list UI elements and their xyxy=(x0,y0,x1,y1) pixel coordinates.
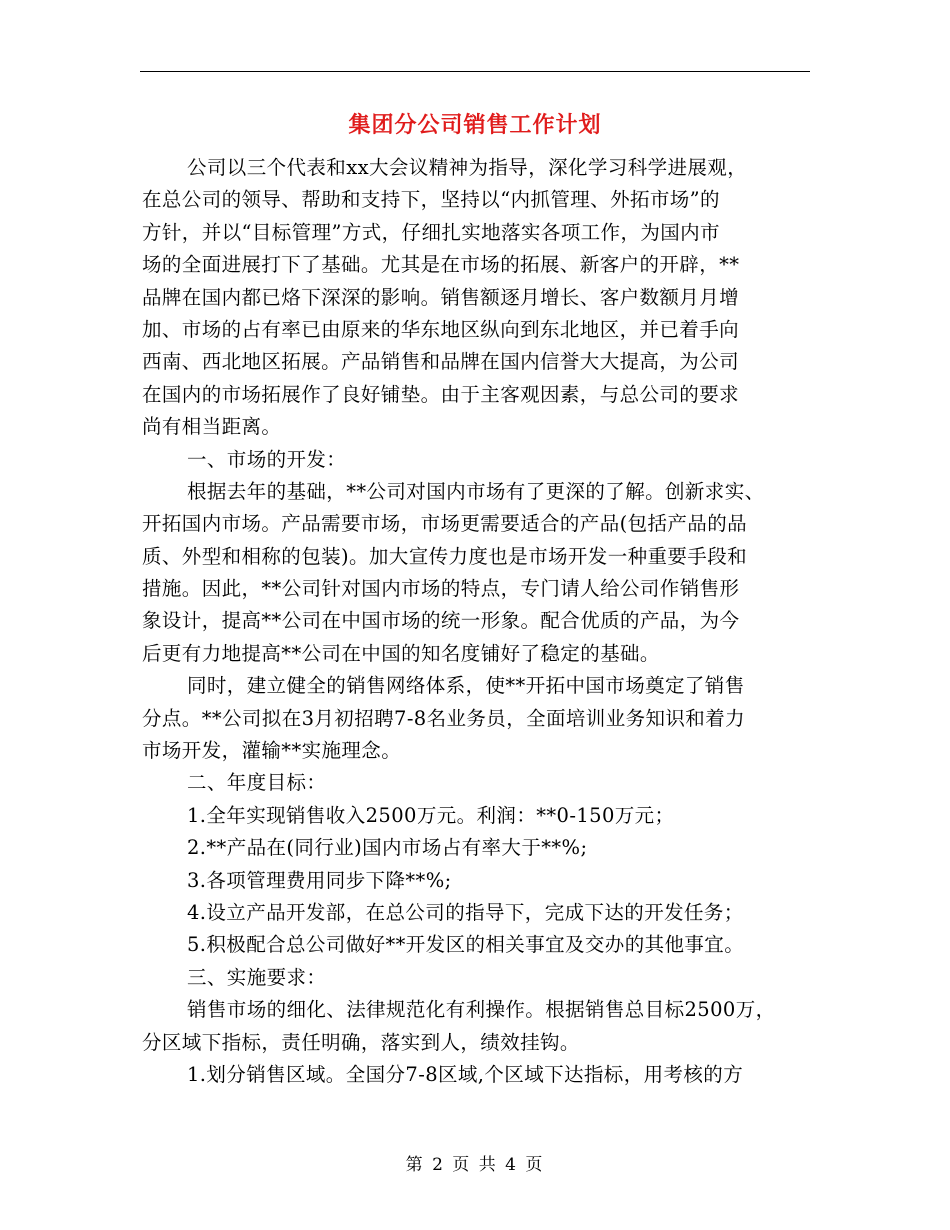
text-line: 开拓国内市场。产品需要市场，市场更需要适合的产品(包括产品的品 xyxy=(142,512,748,536)
text-line: 销售市场的细化、法律规范化有利操作。根据销售总目标2500万， xyxy=(187,998,776,1022)
text-line: 方针，并以“目标管理”方式，仔细扎实地落实各项工作，为国内市 xyxy=(142,220,720,244)
text-line: 1.全年实现销售收入2500万元。利润：**0-150万元； xyxy=(187,803,675,827)
text-line: 象设计，提高**公司在中国市场的统一形象。配合优质的产品，为今 xyxy=(142,609,740,633)
text-line: 公司以三个代表和xx大会议精神为指导，深化学习科学进展观， xyxy=(187,156,748,179)
text-line: 后更有力地提高**公司在中国的知名度铺好了稳定的基础。 xyxy=(142,641,660,665)
text-line: 在国内的市场拓展作了良好铺垫。由于主客观因素，与总公司的要求 xyxy=(142,382,740,406)
text-line: 加、市场的占有率已由原来的华东地区纵向到东北地区，并已着手向 xyxy=(142,317,740,341)
text-line: 同时，建立健全的销售网络体系，使**开拓中国市场奠定了销售 xyxy=(187,674,745,698)
text-line: 西南、西北地区拓展。产品销售和品牌在国内信誉大大提高，为公司 xyxy=(142,350,740,374)
text-line: 2.**产品在(同行业)国内市场占有率大于**%; xyxy=(187,836,588,860)
text-line: 二、年度目标： xyxy=(187,771,327,795)
text-line: 场的全面进展打下了基础。尤其是在市场的拓展、新客户的开辟，** xyxy=(142,253,740,277)
page-title: 集团分公司销售工作计划 xyxy=(348,112,602,138)
text-line: 三、实施要求： xyxy=(187,965,327,989)
text-line: 质、外型和相称的包装)。加大宣传力度也是市场开发一种重要手段和 xyxy=(142,544,748,568)
text-line: 3.各项管理费用同步下降**%; xyxy=(187,868,452,892)
page-footer: 第 2 页 共 4 页 xyxy=(405,1155,545,1175)
text-line: 措施。因此，**公司针对国内市场的特点，专门请人给公司作销售形 xyxy=(142,577,740,601)
text-line: 品牌在国内都已烙下深深的影响。销售额逐月增长、客户数额月月增 xyxy=(142,285,740,309)
document-body xyxy=(142,152,810,1091)
text-line: 在总公司的领导、帮助和支持下，坚持以“内抓管理、外拓市场”的 xyxy=(142,188,720,212)
header-rule xyxy=(140,71,810,72)
text-line: 分区域下指标，责任明确，落实到人，绩效挂钩。 xyxy=(142,1030,580,1054)
text-line: 市场开发，灌输**实施理念。 xyxy=(142,739,402,763)
text-line: 4.设立产品开发部，在总公司的指导下，完成下达的开发任务； xyxy=(187,900,744,924)
text-line: 1.划分销售区域。全国分7-8区域,个区域下达指标，用考核的方 xyxy=(187,1062,744,1086)
text-line: 5.积极配合总公司做好**开发区的相关事宜及交办的其他事宜。 xyxy=(187,933,745,957)
text-line: 根据去年的基础，**公司对国内市场有了更深的了解。创新求实、 xyxy=(187,479,765,503)
text-line: 分点。**公司拟在3月初招聘7-8名业务员，全面培训业务知识和着力 xyxy=(142,706,746,730)
text-line: 尚有相当距离。 xyxy=(142,415,282,439)
text-line: 一、市场的开发： xyxy=(187,447,347,471)
